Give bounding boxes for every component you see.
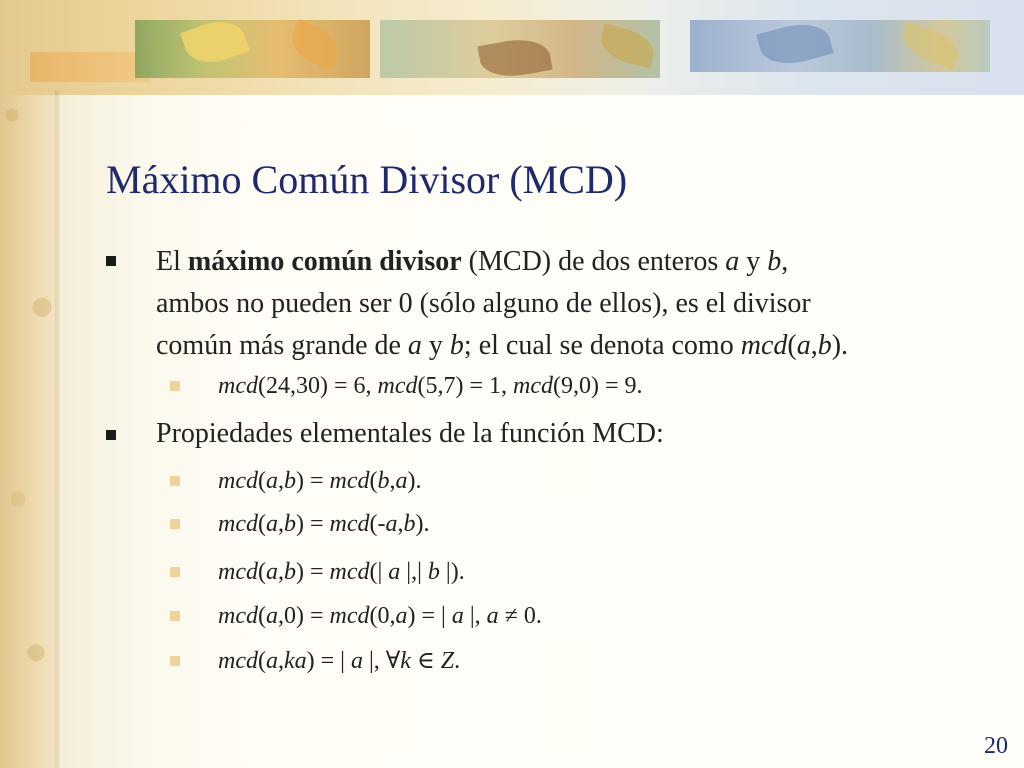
sub-bullet-text: mcd(a,b) = mcd(-a,b). bbox=[218, 511, 430, 537]
parchment-border bbox=[0, 0, 60, 768]
page-number: 20 bbox=[984, 733, 1008, 759]
bullet-marker bbox=[106, 256, 116, 266]
sub-bullet-marker bbox=[170, 656, 180, 666]
bullet-text-line: ambos no pueden ser 0 (sólo alguno de ellos), es el divisor bbox=[156, 288, 811, 319]
sub-bullet-text: mcd(24,30) = 6, mcd(5,7) = 1, mcd(9,0) = 9. bbox=[218, 373, 643, 399]
sub-bullet-marker bbox=[170, 611, 180, 621]
sub-bullet-text: mcd(a,ka) = | a |, ∀k ∈ Z. bbox=[218, 648, 461, 674]
slide-title: Máximo Común Divisor (MCD) bbox=[106, 157, 628, 202]
bullet-text-line: Propiedades elementales de la función MCD: bbox=[156, 418, 664, 449]
sub-bullet-marker bbox=[170, 567, 180, 577]
sub-bullet-text: mcd(a,b) = mcd(| a |,| b |). bbox=[218, 559, 465, 585]
bullet-text-line: El máximo común divisor (MCD) de dos enteros a y b, bbox=[156, 246, 789, 277]
sub-bullet-marker bbox=[170, 519, 180, 529]
bullet-text-line: común más grande de a y b; el cual se denota como mcd(a,b). bbox=[156, 330, 849, 361]
sub-bullet-text: mcd(a,0) = mcd(0,a) = | a |, a ≠ 0. bbox=[218, 603, 542, 629]
sub-bullet-marker bbox=[170, 476, 180, 486]
decorative-banner bbox=[0, 0, 1024, 95]
banner-strip bbox=[30, 52, 150, 82]
bullet-marker bbox=[106, 430, 116, 440]
sub-bullet-text: mcd(a,b) = mcd(b,a). bbox=[218, 468, 422, 494]
sub-bullet-marker bbox=[170, 381, 180, 391]
